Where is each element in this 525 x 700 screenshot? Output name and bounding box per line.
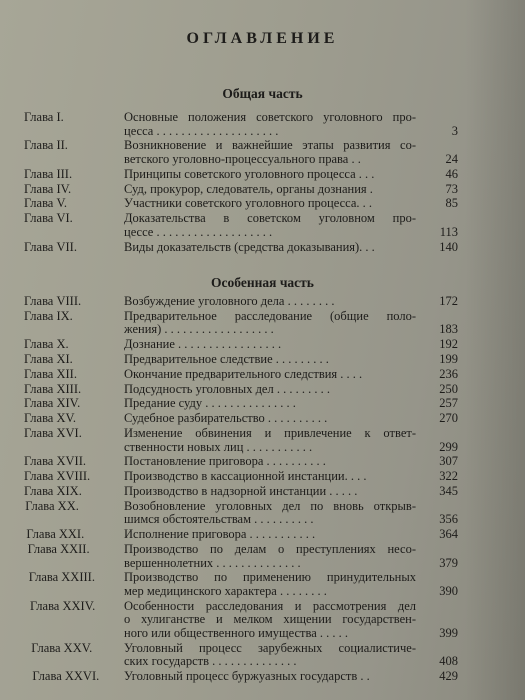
chapter-title [124,543,416,570]
chapter-title-line: ских государств . . . . . . . . . . . . . . [124,655,297,669]
chapter-title-line: Окончание предварительного следствия . . . . [124,367,363,381]
chapter-title [124,212,416,239]
chapter-title [124,528,416,542]
chapter-title [124,168,416,182]
chapter-label: Глава XVII. [24,454,86,469]
chapter-label: Глава XVI. [24,426,82,440]
page-number: 307 [439,454,458,469]
chapter-title-line: ственности новых лиц . . . . . . . . . . . [124,440,313,454]
chapter-title [124,353,416,367]
chapter-label: Глава XVIII. [24,469,91,484]
toc-entry [0,470,525,484]
chapter-title-line: Виды доказательств (средства доказывания). . . [124,240,375,254]
page-number: 113 [439,224,458,239]
toc-entry [0,600,525,641]
chapter-title-line: шимся обстоятельствам . . . . . . . . . . [124,513,314,527]
toc-entry [0,212,525,239]
chapter-title-line: о хулиганстве и мелком хищении государствен- [124,613,416,627]
chapter-label: Глава XII. [24,366,77,381]
chapter-title-line: Суд, прокурор, следователь, органы дознания . [124,182,373,196]
chapter-title-line: Предварительное расследование (общие поло- [124,309,416,323]
chapter-label: Глава XXV. [31,640,93,655]
chapter-label: Глава XXII. [27,542,90,556]
chapter-title-line: Производство в кассационной инстанции. . . . [124,470,367,484]
page-number: 429 [439,669,458,684]
chapter-label: Глава IX. [24,308,73,323]
toc-entry [0,571,525,598]
chapter-title [124,241,416,255]
chapter-title-line: ного или общественного имущества . . . . . [124,626,349,640]
toc-entry [0,338,525,352]
chapter-title [124,397,416,411]
chapter-label: Глава XV. [24,411,77,426]
chapter-title-line: цесса . . . . . . . . . . . . . . . . . . . . [124,124,279,138]
page-number: 390 [439,583,458,598]
toc-entry [0,197,525,211]
chapter-label: Глава XX. [25,498,79,513]
page-number: 408 [439,654,458,669]
toc-entry [0,500,525,527]
chapter-title [124,670,416,684]
toc-entry [0,139,525,166]
chapter-title-line: вершеннолетних . . . . . . . . . . . . . . [124,556,301,570]
chapter-title-line: жения) . . . . . . . . . . . . . . . . . . [124,323,274,337]
chapter-label: Глава X. [24,337,69,352]
chapter-label: Глава I. [24,110,64,124]
chapter-title-line: Доказательства в советском уголовном про- [124,212,416,226]
page-number: 140 [439,239,458,254]
chapter-title [124,500,416,527]
toc-entry [0,368,525,382]
toc-entry [0,397,525,411]
toc-entry [0,455,525,469]
toc-entry [0,183,525,197]
chapter-title-line: Возобновление уголовных дел по вновь открыв- [124,499,416,513]
chapter-label: Глава XIX. [24,484,82,498]
chapter-label: Глава XIV. [24,396,81,411]
chapter-label: Глава II. [24,138,68,153]
page-number: 270 [439,411,458,426]
chapter-title-line: Предание суду . . . . . . . . . . . . . . . [124,397,296,411]
chapter-label: Глава III. [24,166,73,181]
chapter-title-line: Участники советского уголовного процесса. . . [124,197,373,211]
page-number: 356 [439,512,458,527]
chapter-title-line: Особенности расследования и рассмотрения дел [124,599,416,613]
chapter-label: Глава VI. [24,211,73,226]
chapter-title-line: Дознание . . . . . . . . . . . . . . . . . [124,338,282,352]
chapter-title-line: Уголовный процесс зарубежных социалистиче- [124,641,416,655]
toc-entry [0,427,525,454]
chapter-title [124,383,416,397]
chapter-title-line: Производство по делам о преступлениях несо- [124,543,416,556]
toc-entry [0,543,525,570]
chapter-title-line: Предварительное следствие . . . . . . . . . [124,353,329,366]
toc-entry [0,383,525,397]
page-number: 379 [439,555,458,570]
chapter-title [124,368,416,382]
chapter-title-line: Судебное разбирательство . . . . . . . . . . [124,412,328,426]
toc-entry [0,295,525,309]
chapter-title-line: Принципы советского уголовного процесса . . . [124,167,375,181]
chapter-title-line: Подсудность уголовных дел . . . . . . . . . [124,382,330,396]
chapter-label: Глава V. [24,196,68,211]
chapter-label: Глава VIII. [24,294,82,308]
chapter-title-line: Производство по применению принудительных [124,571,416,585]
toc-entry [0,353,525,367]
page-number: 3 [451,123,458,138]
toc-entry [0,412,525,426]
chapter-title [124,295,416,309]
page-number: 85 [445,196,458,211]
chapter-title-line: Уголовный процесс буржуазных государств . . [124,670,370,684]
chapter-title-line: Основные положения советского уголовного про- [124,111,416,124]
chapter-title-line: цессе . . . . . . . . . . . . . . . . . . . [124,225,273,239]
page-number: 399 [439,625,458,640]
section-heading-special: Особенная часть [211,275,314,290]
toc-entry [0,168,525,182]
chapter-label: Глава XXI. [26,527,85,542]
chapter-label: Глава XXVI. [32,669,100,684]
chapter-title [124,427,416,454]
page-number: 364 [439,527,458,542]
chapter-label: Глава VII. [24,239,77,254]
chapter-title [124,455,416,469]
chapter-title-line: Изменение обвинения и привлечение к ответ- [124,427,416,440]
toc-entry [0,528,525,542]
toc-entry [0,670,525,684]
chapter-title [124,571,416,598]
toc-entry [0,642,525,669]
chapter-title [124,139,416,166]
chapter-title [124,470,416,484]
chapter-title-line: Возбуждение уголовного дела . . . . . . . . [124,295,335,308]
chapter-title [124,197,416,211]
chapter-label: Глава IV. [24,181,72,196]
page-number: 46 [445,166,458,181]
toc-entry [0,485,525,499]
page-number: 322 [439,469,458,484]
chapter-title [124,412,416,426]
toc-entry [0,241,525,255]
chapter-label: Глава XXIV. [30,598,96,613]
chapter-label: Глава XI. [24,352,73,366]
chapter-title [124,600,416,641]
page-number: 199 [439,352,458,366]
toc-entry [0,310,525,337]
chapter-title [124,310,416,337]
chapter-label: Глава XIII. [24,381,82,396]
page-number: 257 [439,396,458,411]
toc-entry [0,111,525,138]
page-number: 73 [445,181,458,196]
page-number: 192 [439,337,458,352]
chapter-title-line: Постановление приговора . . . . . . . . . . [124,455,326,469]
chapter-title [124,111,416,138]
section-heading-general: Общая часть [222,86,303,101]
chapter-title [124,338,416,352]
chapter-title-line: Производство в надзорной инстанции . . . . . [124,485,358,498]
page-number: 172 [439,294,458,308]
chapter-title-line: ветского уголовно-процессуального права . . [124,152,361,166]
chapter-title [124,485,416,499]
page-number: 24 [445,151,458,166]
chapter-label: Глава XXIII. [28,570,95,585]
page-number: 345 [439,484,458,498]
page-number: 250 [439,381,458,396]
page-number: 236 [439,366,458,381]
chapter-title [124,183,416,197]
page-number: 183 [439,322,458,337]
chapter-title-line: Исполнение приговора . . . . . . . . . . . [124,528,316,542]
page-number: 299 [439,439,458,454]
chapter-title-line: мер медицинского характера . . . . . . . . [124,584,327,598]
chapter-title [124,642,416,669]
chapter-title-line: Возникновение и важнейшие этапы развития со- [124,139,416,153]
page-title: ОГЛАВЛЕНИЕ [186,30,339,47]
